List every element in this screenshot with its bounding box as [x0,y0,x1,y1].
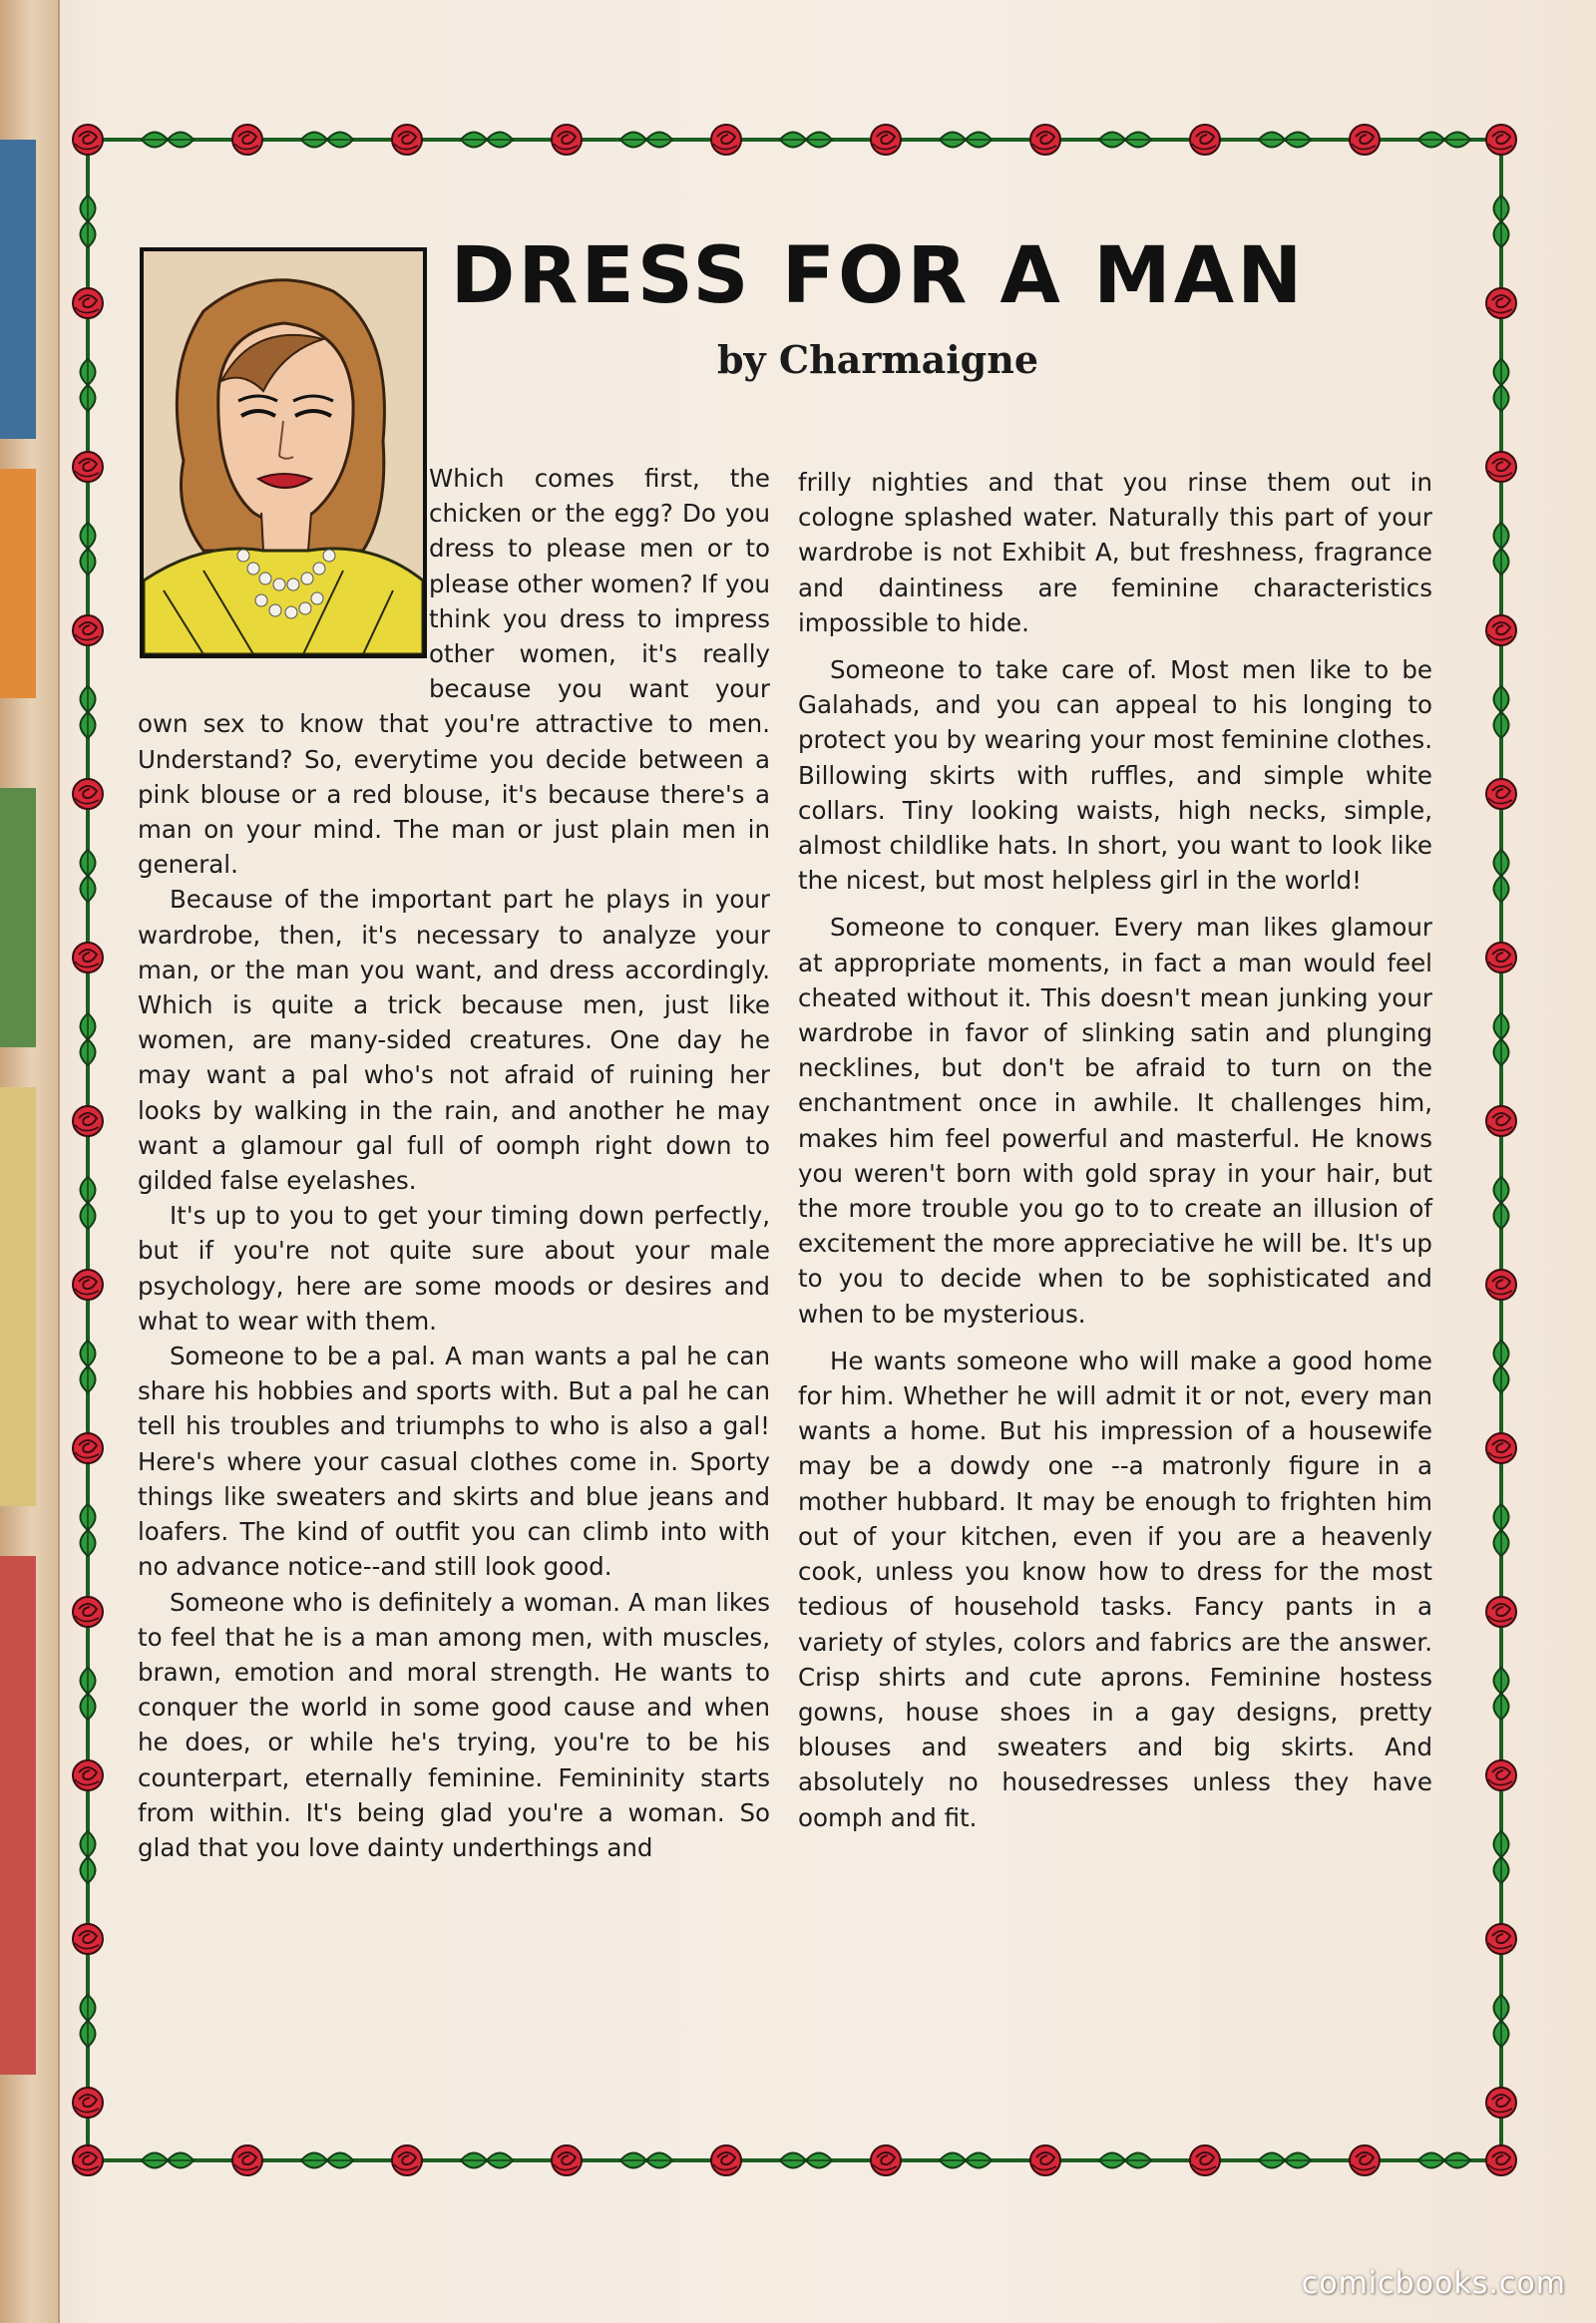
border-leaf [1494,850,1509,902]
border-rose [73,1760,103,1790]
left-paragraph-1: Which comes first, the chicken or the egg? Do you dress to please men or to please other women? If you think you dress to impress other women, it's really because you want your own sex to know that you're attractive to men. Understand? So, everytime you decide between a pink blouse or a red blouse, it's because there's a man on your mind. The man or just plain men in general. [138,464,770,880]
article-title: DRESS FOR A MAN [450,231,1306,321]
border-rose [232,2145,262,2175]
border-leaf [142,133,194,148]
border-rose [73,288,103,318]
border-rose [73,2088,103,2118]
border-leaf [461,2153,513,2168]
border-rose [1486,943,1516,972]
border-leaf [1494,1177,1509,1229]
border-rose [1486,615,1516,645]
left-paragraph-5: Someone who is definitely a woman. A man likes to feel that he is a man among men, with muscles, brawn, emotion and moral strength. He wants to conquer the world in some good cause and when he does, or while he's trying, you're to be his counterpart, eternally feminine. Femininity starts from within. It's being glad you're a woman. So glad that you love dainty underthings and [138,1587,770,1862]
border-rose [711,125,741,155]
border-rose [1486,2088,1516,2118]
border-leaf [81,1995,96,2047]
border-leaf [1494,195,1509,247]
right-paragraph-4: He wants someone who will make a good home for him. Whether he will admit it or not, every man wants a home. But his impression of a housewife may be a dowdy one --a matronly figure in a mother hubbard. It may be enough to frighten him out of your kitchen, even if you are a heavenly cook, unless you know how to dress for the most tedious of household tasks. Fancy pants in a variety of styles, colors and fabrics are the answer. Crisp shirts and cute aprons. Feminine hostess gowns, house shoes in a gay designs, pretty blouses and sweaters and big skirts. And absolutely no housedresses unless they have oomph and fit. [798,1346,1432,1832]
border-rose [711,2145,741,2175]
border-leaf [1494,1995,1509,2047]
left-paragraph-4: Someone to be a pal. A man wants a pal he can share his hobbies and sports with. But a pal he can tell his troubles and triumphs to who is also a gal! Here's where your casual clothes come in. Sporty things like sweaters and skirts and blue jeans and loafers. The kind of outfit you can climb into with no advance notice--and still look good. [138,1342,770,1582]
border-leaf [1259,133,1311,148]
border-leaf [81,523,96,575]
border-leaf [1418,133,1470,148]
border-rose [73,452,103,482]
border-leaf [81,195,96,247]
border-rose [73,1924,103,1954]
border-rose [1486,1270,1516,1300]
border-rose [73,1270,103,1300]
border-leaf [81,1177,96,1229]
border-leaf [1494,1668,1509,1720]
border-rose [73,779,103,809]
border-leaf [1099,133,1151,148]
border-rose [73,615,103,645]
border-leaf [1494,1341,1509,1392]
border-rose [73,1433,103,1463]
left-paragraph-3: It's up to you to get your timing down perfectly, but if you're not quite sure about your male psychology, here are some moods or desires and what to wear with them. [138,1201,770,1336]
article-left-column [138,461,770,1865]
border-rose [1350,2145,1380,2175]
right-paragraph-3: Someone to conquer. Every man likes glamour at appropriate moments, in fact a man would feel cheated without it. This doesn't mean junking your wardrobe in favor of slinking satin and plunging necklines, but don't be afraid to turn on the enchantment once in awhile. It challenges him, makes him feel powerful and masterful. He knows you weren't born with gold spray in your hair, but the more trouble you go to to create an illusion of excitement the more appreciative he will be. It's up to you to decide when to be sophisticated and when to be mysterious. [798,913,1432,1329]
border-leaf [301,2153,353,2168]
border-rose [73,125,103,155]
border-rose [871,125,901,155]
border-rose [73,1106,103,1136]
border-rose [1350,125,1380,155]
border-rose [552,2145,582,2175]
border-rose [1190,125,1220,155]
border-leaf [780,2153,832,2168]
border-leaf [81,1668,96,1720]
border-rose [73,1597,103,1627]
border-leaf [1494,523,1509,575]
border-rose [1486,452,1516,482]
border-rose [1030,125,1060,155]
right-paragraph-2: Someone to take care of. Most men like to be Galahads, and you can appeal to his longing to protect you by wearing your most feminine clothes. Billowing skirts with ruffles, and simple white collars. Tiny looking waists, high necks, simple, almost childlike hats. In short, you want to look like the nicest, but most helpless girl in the world! [798,655,1432,896]
border-leaf [620,2153,672,2168]
border-leaf [1494,1013,1509,1065]
border-leaf [940,2153,992,2168]
border-leaf [780,133,832,148]
border-leaf [1494,359,1509,411]
border-leaf [940,133,992,148]
border-rose [1486,779,1516,809]
border-rose [73,2145,103,2175]
border-rose [1486,1597,1516,1627]
border-rose [871,2145,901,2175]
border-rose [1486,1760,1516,1790]
border-leaf [1418,2153,1470,2168]
border-rose [552,125,582,155]
article-byline: by Charmaigne [716,337,1039,382]
border-leaf [1494,1504,1509,1556]
portrait-wrap-space [138,461,429,676]
border-rose [1486,288,1516,318]
border-leaf [1494,686,1509,738]
border-rose [1486,2145,1516,2175]
border-leaf [81,1341,96,1392]
border-rose [392,125,422,155]
border-leaf [81,686,96,738]
border-rose [1486,1433,1516,1463]
border-leaf [1099,2153,1151,2168]
border-leaf [301,133,353,148]
border-leaf [1259,2153,1311,2168]
border-leaf [81,359,96,411]
border-rose [1030,2145,1060,2175]
border-rose [1486,1924,1516,1954]
border-leaf [81,1504,96,1556]
border-leaf [81,1831,96,1883]
border-leaf [1494,1831,1509,1883]
border-leaf [81,1013,96,1065]
site-watermark: comicbooks.com [1301,2266,1566,2301]
right-paragraph-1: frilly nighties and that you rinse them out in cologne splashed water. Naturally this part of your wardrobe is not Exhibit A, but freshness, fragrance and daintiness are feminine characteristics impossible to hide. [798,468,1432,637]
border-leaf [461,133,513,148]
border-rose [1190,2145,1220,2175]
border-rose [232,125,262,155]
article-right-column [798,465,1432,1835]
border-leaf [142,2153,194,2168]
left-paragraph-2: Because of the important part he plays in your wardrobe, then, it's necessary to analyze your man, or the man you want, and dress accordingly. Which is quite a trick because men, just like women, are many-sided creatures. One day he may want a pal who's not afraid of ruining her looks by walking in the rain, and another he may want a glamour gal full of oomph right down to gilded false eyelashes. [138,885,770,1196]
border-leaf [620,133,672,148]
border-rose [1486,125,1516,155]
border-leaf [81,850,96,902]
border-rose [73,943,103,972]
border-rose [1486,1106,1516,1136]
border-rose [392,2145,422,2175]
